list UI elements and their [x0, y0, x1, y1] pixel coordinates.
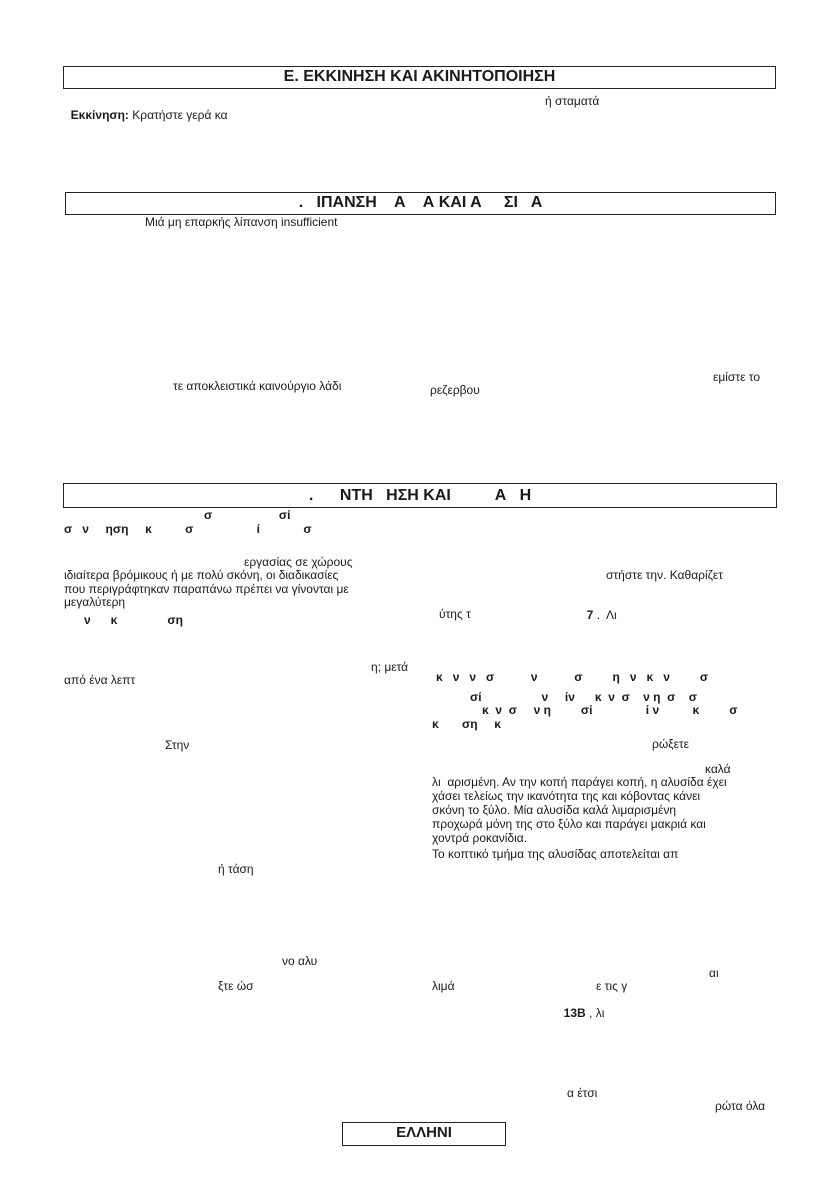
maintenance-line-e: που περιγράφτηκαν παραπάνω πρέπει να γίνονται με	[64, 582, 349, 596]
footer-language-label: ΕΛΛΗΝΙ	[342, 1122, 506, 1146]
frag-tasi: ή τάση	[218, 862, 254, 876]
frag-lept: από ένα λεπτ	[64, 673, 136, 687]
right-paragraph-2: Το κοπτικό τμήμα της αλυσίδας αποτελείται απ	[432, 847, 679, 861]
maintenance-heading: . ΝΤΗ ΗΣΗ ΚΑΙ Α Η	[63, 483, 777, 508]
maintenance-line-f: μεγαλύτερη	[64, 595, 126, 609]
right-rota: ρώτα όλα	[715, 1099, 766, 1113]
right-13b-line	[557, 992, 604, 1020]
right-bold-1: κ ν ν σ ν σ η ν κ ν σ	[436, 670, 709, 684]
section-e-start-line	[64, 94, 228, 122]
right-bold-3: κ ν σ ν η σί ί ν κ σ	[482, 703, 738, 717]
frag-alu: νο αλυ	[282, 954, 318, 968]
start-label: Εκκίνηση:	[70, 108, 129, 122]
right-tis: ε τις γ	[596, 979, 628, 993]
section-e-heading: Ε. ΕΚΚΙΝΗΣΗ ΚΑΙ ΑΚΙΝΗΤΟΠΟΙΗΣΗ	[63, 66, 776, 89]
right-etsi: α έτσι	[567, 1086, 598, 1100]
lubrication-mid-fragment: ρεζερβου	[430, 383, 480, 397]
right-stiste: στήστε την. Καθαρίζετ	[606, 568, 724, 582]
maintenance-line-d: ιδιαίτερα βρόμικους ή με πολύ σκόνη, οι διαδικασίες	[64, 568, 339, 582]
right-seven-number: 7	[586, 608, 594, 622]
right-kala: καλά	[705, 762, 731, 776]
maintenance-line-g: ν κ ση	[84, 613, 183, 627]
lubrication-right-fragment: εμίστε το	[713, 370, 761, 384]
right-bold-2: σί ν ίν κ ν σ ν η σ σ	[470, 690, 697, 704]
lubrication-heading: . ΙΠΑΝΣΗ Α Α ΚΑΙ Α ΣΙ Α	[65, 192, 776, 215]
frag-stin: Στην	[165, 738, 190, 752]
right-lima: λιμά	[432, 979, 455, 993]
right-rozete: ρώξετε	[652, 737, 690, 751]
right-bold-4: κ ση κ	[432, 717, 501, 731]
right-13b-code: 13B	[563, 1006, 586, 1020]
start-text: Κρατήστε γερά κα	[128, 108, 228, 122]
section-e-right-fragment: ή σταματά	[545, 94, 600, 108]
frag-xte: ξτε ώσ	[218, 979, 254, 993]
maintenance-line-a: σ σί	[204, 508, 291, 522]
maintenance-line-c: εργασίας σε χώρους	[244, 555, 353, 569]
right-ai: αι	[709, 966, 719, 980]
lubrication-intro: Μιά μη επαρκής λίπανση insufficient	[145, 215, 338, 229]
frag-meta: η; μετά	[371, 660, 409, 674]
maintenance-line-b: σ ν ηση κ σ ί σ	[64, 522, 312, 536]
right-paragraph-1: λι αρισμένη. Αν την κοπή παράγει κοπή, η αλυσίδα έχει χάσει τελείως την ικανότητα της και κόβοντας κάνει σκόνη το ξύλο. Μία αλυσίδα καλά λιμαρισμένη προχωρά μόνη της στο ξύλο και παράγει μακριά και χοντρά ροκανίδια.	[432, 775, 727, 845]
right-seven-line	[580, 594, 617, 622]
right-13b-rest: , λι	[585, 1006, 605, 1020]
right-utis: ύτης τ	[439, 607, 471, 621]
right-seven-rest: . Λι	[593, 608, 617, 622]
lubrication-left-fragment: τε αποκλειστικά καινούργιο λάδι	[173, 379, 342, 393]
